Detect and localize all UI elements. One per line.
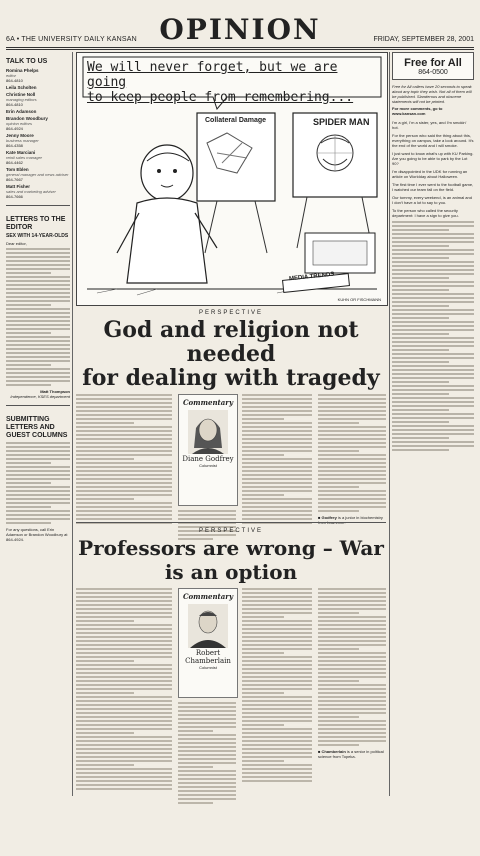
editorial-cartoon [76,52,388,306]
media-trends-label: MEDIA TRENDS [288,271,335,283]
article-column [76,588,172,818]
page-section-label: 6A • THE UNIVERSITY DAILY KANSAN [6,36,137,43]
columnist-role: Columnist [199,463,217,468]
staff-item: Matt Fisher sales and marketing adviser 864-7666 [6,184,56,199]
free-for-all-item: Our tommy, every weekend, is an animal and I don't have a lot to say to you. [392,195,472,205]
article-column [318,588,386,818]
spider-man-label: SPIDER MAN [313,117,370,127]
staff-item: Erin Adamson [6,109,37,114]
letter-title: SEX WITH 14-YEAR-OLDS [6,233,69,239]
free-for-all-item: I'm a girl, I'm a sister, yes, and I'm smokin' hot. [392,120,467,130]
questions-note: For any questions, call Erin Adamson or Brandon Woodbury at 864-4924. [6,527,68,542]
article-war-option [76,528,386,796]
article-kicker: PERSPECTIVE [198,528,263,534]
letter-affiliation: Independence, KSES department [10,394,70,399]
free-for-all-box [392,52,474,80]
cartoon-credit: KUHN OR FISCHMANN [337,297,381,302]
column-divider [389,52,390,796]
staff-item: Romina Phelps editor 864-4810 [6,68,39,83]
column-tag: Commentary [182,592,234,601]
staff-list [6,68,70,199]
letter-signature: Matt Thompson [40,389,70,394]
article-kicker: PERSPECTIVE [198,310,263,316]
more-comments-label: For more comments, go to [392,106,443,111]
letter-body [6,248,70,386]
staff-item: Christine Noll managing editors 864-4810 [6,92,37,107]
article-divider [76,522,386,523]
left-sidebar [6,52,70,796]
letters-section [6,205,70,399]
article-body [76,588,386,856]
free-for-all-item: The first time I ever went to the football game, I watched our team fall on the field. [392,182,474,192]
section-title: OPINION [159,13,321,46]
cartoon-caption: We will never forget, but we are going to keep people from remembering... [87,60,354,105]
free-for-all-items [392,120,474,218]
columnist-name: Robert Chamberlain [185,649,231,665]
letter-salutation: Dear editor, [6,241,27,246]
submission-rules [6,442,70,524]
issue-date: FRIDAY, SEPTEMBER 28, 2001 [373,36,474,43]
collateral-damage-label: Collateral Damage [205,117,267,124]
columnist-name: Diane Godfrey [182,455,234,463]
free-for-all-item: For the person who said the thing about this, everything on campus, take a look around. It's the end of the world and I will smoke. [392,133,474,148]
staff-item: Tom Eblen general manager and news adviser 864-7667 [6,167,69,182]
letters-heading: LETTERS TO THE EDITOR [6,216,66,231]
staff-item: Kate Marciani retail sales manager 864-4462 [6,150,43,165]
article-column [242,588,312,818]
staff-item: Brandon Woodbury opinion editors 864-4924 [6,116,48,131]
columnist-role: Columnist [199,665,217,670]
header-rule [6,47,474,48]
free-for-all-more [392,221,474,451]
staff-item: Jenny Moore business manager 864-4358 [6,133,39,148]
talk-to-us-heading: TALK TO US [6,58,48,65]
staff-item: Leila Scholten [6,85,37,90]
columnist-box [178,588,238,698]
free-for-all-item: I'm disappointed in the UDK for running an article on Worldday about Halloween. [392,169,468,179]
website-link[interactable]: www.kansan.com [392,111,426,116]
author-bio: ■ Chamberlain is a senior in political science from Topeka. [318,749,384,759]
column-tag: Commentary [182,398,234,407]
free-for-all-item: I just want to know what's up with KU Parking. Are you going to be able to park by the Lot 90? [392,151,474,166]
article-headline: Professors are wrong – War is an option [78,536,384,584]
header-rule-2 [6,49,474,50]
free-for-all-title: Free for All [404,57,462,69]
free-for-all-column [392,52,474,796]
submission-section [6,405,70,542]
column-divider [72,52,73,796]
article-god-religion [76,310,386,520]
article-headline: God and religion not needed for dealing with tragedy [82,317,380,391]
free-for-all-intro: Free for All callers have 20 seconds to speak about any topic they wish. Not all of them will be published. Slanderous and obscene statements will not be printed. [392,84,472,104]
author-bio: ■ Godfrey is a junior in biochemistry [318,515,383,520]
submit-heading: SUBMITTING LETTERS AND GUEST COLUMNS [6,416,68,439]
free-for-all-item: To the person who called the security department: I have a sign to give you. [392,208,459,218]
columnist-portrait [188,410,228,454]
article-column [178,702,236,818]
page-header [6,4,474,46]
free-for-all-phone: 864-0500 [418,69,448,76]
columnist-portrait [188,604,228,648]
columnist-box [178,394,238,506]
